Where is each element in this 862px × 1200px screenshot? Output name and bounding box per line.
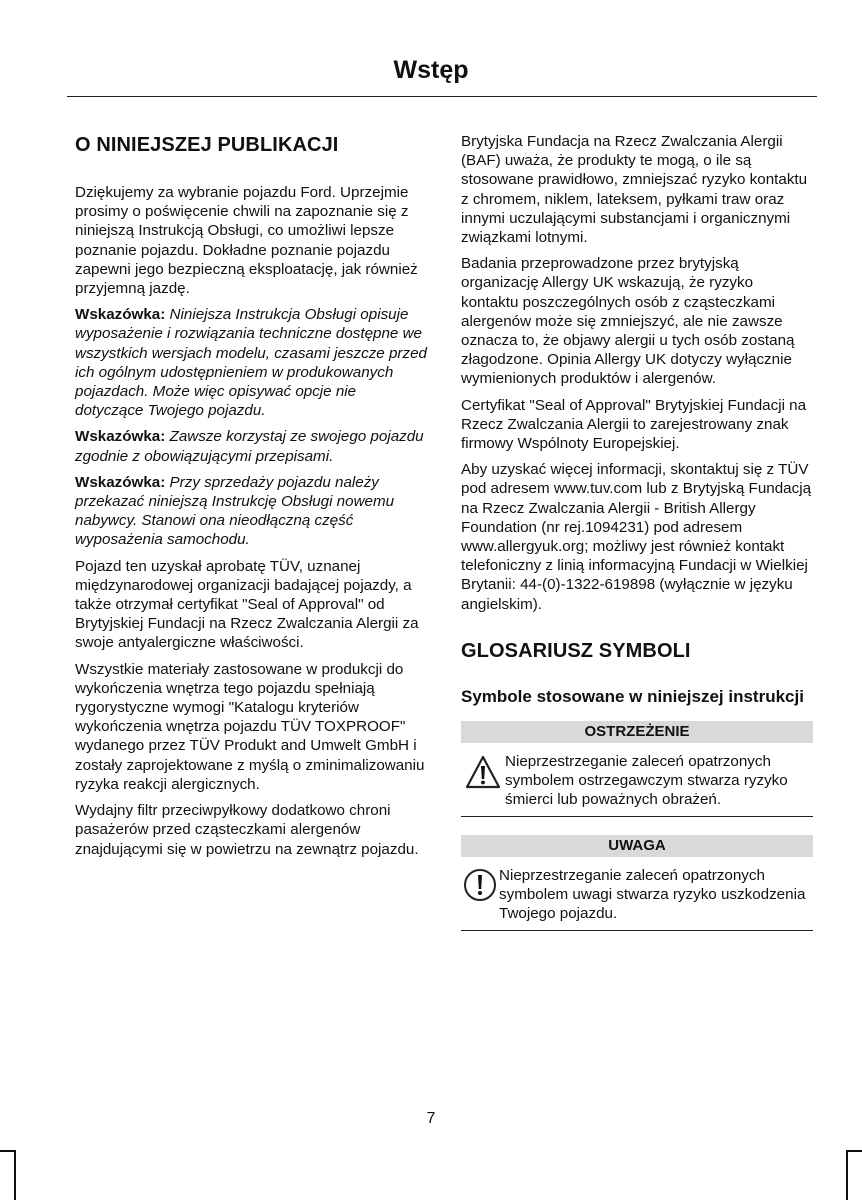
note-text: Niniejsza Instrukcja Obsługi opisuje wyposażenie i rozwiązania techniczne dostępne we wszystkich wersjach modelu, czasami jeszcze przed ich ogólnym udostępnieniem w produkowanych pojazdach. Może więc opisywać opcje nie dotyczące Twojego pojazdu. <box>75 306 427 420</box>
crop-mark <box>0 1150 14 1152</box>
note-paragraph <box>75 473 427 550</box>
allergy-uk-paragraph: Badania przeprowadzone przez brytyjską organizację Allergy UK wskazują, że ryzyko kontaktu poszczególnych osób z cząsteczkami alergenów może się zmniejszyć, ale nie zawsze oznacza to, że objawy alergii u tych osób zostaną złagodzone. Opinia Allergy UK dotyczy wyłącznie wymienionych produktów i alergenów. <box>461 255 795 388</box>
caution-box-title: UWAGA <box>461 835 813 857</box>
baf-paragraph: Brytyjska Fundacja na Rzecz Zwalczania Alergii (BAF) uważa, że produkty te mogą, o ile są stosowane prawidłowo, zmniejszać ryzyko kontaktu z chromem, niklem, lateksem, pyłkami traw oraz innymi uczulającymi substancjami i organicznymi związkami lotnymi. <box>461 133 808 247</box>
warning-box-body <box>461 743 813 817</box>
contact-paragraph: Aby uzyskać więcej informacji, skontaktuj się z TÜV pod adresem www.tuv.com lub z Brytyjską Fundacją na Rzecz Zwalczania Alergii - British Allergy Foundation (nr rej.1094231) pod adresem www.allergyuk.org; możliwy jest również kontakt telefoniczny z linią informacyjną Fundacji w Wielkiej Brytanii: 44-(0)-1322-619898 (wyłącznie w języku angielskim). <box>461 461 812 613</box>
tuv-paragraph: Pojazd ten uzyskał aprobatę TÜV, uznanej międzynarodowej organizacji badającej pojazdy, a także otrzymał certyfikat "Seal of Approval" od Brytyjskiej Fundacji na Rzecz Zwalczania Alergii za swoje antyalergiczne właściwości. <box>75 557 419 652</box>
filter-paragraph: Wydajny filtr przeciwpyłkowy dodatkowo chroni pasażerów przed cząsteczkami alergenów znajdującymi się w powietrzu na zewnątrz pojazdu. <box>75 802 419 858</box>
right-column <box>461 132 813 931</box>
caution-box-text: Nieprzestrzeganie zaleceń opatrzonych symbolem uwagi stwarza ryzyko uszkodzenia Twojego pojazdu. <box>499 866 806 922</box>
note-text: Przy sprzedaży pojazdu należy przekazać niniejszą Instrukcję Obsługi nowemu nabywcy. Stanowi ona nieodłączną część wyposażenia samochodu. <box>75 473 395 549</box>
symbols-subheading: Symbole stosowane w niniejszej instrukcji <box>461 686 804 706</box>
caution-box-body <box>461 857 813 931</box>
section-heading-publication: O NINIEJSZEJ PUBLIKACJI <box>75 134 339 156</box>
left-column <box>75 130 427 866</box>
note-paragraph <box>75 427 427 465</box>
intro-paragraph: Dziękujemy za wybranie pojazdu Ford. Uprzejmie prosimy o poświęcenie chwili na zapoznanie się z niniejszą Instrukcją Obsługi, co umożliwi lepsze poznanie pojazdu. Dokładne poznanie pojazdu zapewni jego bezpieczną eksploatację, jak również przyjemną jazdę. <box>75 184 418 298</box>
section-heading-symbols: GLOSARIUSZ SYMBOLI <box>461 639 691 662</box>
note-text: Zawsze korzystaj ze swojego pojazdu zgodnie z obowiązującymi przepisami. <box>75 428 424 465</box>
page-number: 7 <box>426 1110 436 1127</box>
title-divider <box>67 96 817 97</box>
note-label: Wskazówka: <box>75 473 166 491</box>
page-title: Wstęp <box>393 56 469 84</box>
warning-box-text: Nieprzestrzeganie zaleceń opatrzonych symbolem ostrzegawczym stwarza ryzyko śmierci lub poważnych obrażeń. <box>505 752 788 808</box>
caution-box <box>461 835 813 931</box>
warning-box-title: OSTRZEŻENIE <box>461 721 813 743</box>
warning-box <box>461 721 813 817</box>
crop-mark <box>14 1150 16 1200</box>
crop-mark <box>846 1150 848 1200</box>
caution-circle-icon <box>461 866 499 902</box>
warning-triangle-icon <box>461 752 505 790</box>
note-label: Wskazówka: <box>75 306 166 324</box>
certificate-paragraph: Certyfikat "Seal of Approval" Brytyjskiej Fundacji na Rzecz Zwalczania Alergii to zarejestrowany znak firmowy Wspólnoty Europejskiej. <box>461 396 807 453</box>
note-paragraph <box>75 305 427 420</box>
note-label: Wskazówka: <box>75 428 166 446</box>
crop-mark <box>848 1150 862 1152</box>
materials-paragraph: Wszystkie materiały zastosowane w produkcji do wykończenia wnętrza tego pojazdu spełniają rygorystyczne wymogi "Katalogu kryteriów wykończenia wnętrza pojazdu TÜV TOXPROOF" wydanego przez TÜV Produkt and Umwelt GmbH i zostały zaprojektowane z myślą o zminimalizowaniu ryzyka reakcji alergicznych. <box>75 660 425 793</box>
